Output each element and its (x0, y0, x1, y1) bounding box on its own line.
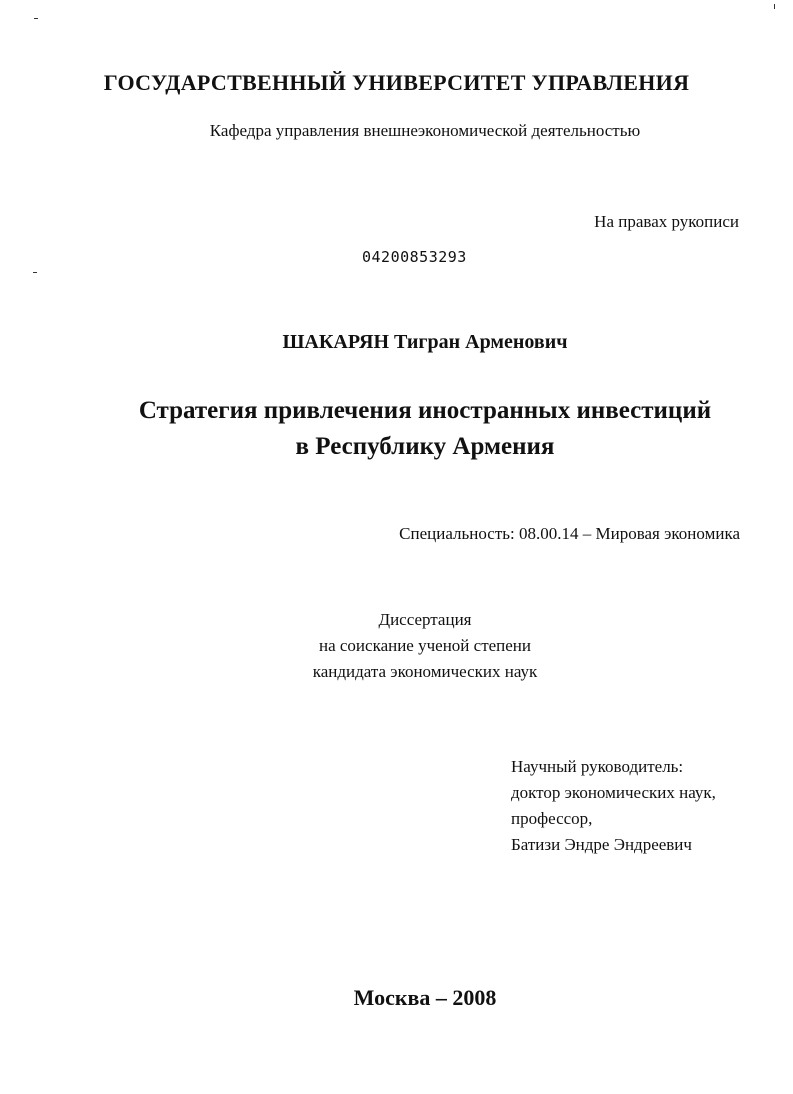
registration-code: 04200853293 (362, 248, 467, 266)
specialty: Специальность: 08.00.14 – Мировая экономика (399, 524, 740, 543)
dissertation-line-1: Диссертация (378, 610, 472, 629)
manuscript-note: На правах рукописи (594, 212, 739, 231)
advisor-line-3: профессор, (511, 809, 593, 828)
advisor-line-4: Батизи Эндре Эндреевич (511, 835, 692, 854)
scan-speck (34, 18, 38, 19)
dissertation-block (0, 607, 793, 685)
city-year: Москва – 2008 (353, 985, 497, 1010)
scan-speck (33, 272, 37, 273)
university-name: ГОСУДАРСТВЕННЫЙ УНИВЕРСИТЕТ УПРАВЛЕНИЯ (103, 70, 690, 95)
advisor-line-2: доктор экономических наук, (511, 783, 716, 802)
advisor-line-1: Научный руководитель: (511, 757, 684, 776)
scan-speck (774, 4, 775, 9)
dissertation-line-3: кандидата экономических наук (312, 662, 538, 681)
department-name: Кафедра управления внешнеэкономической деятельностью (209, 121, 641, 140)
advisor-block (511, 754, 716, 858)
title-line-1: Стратегия привлечения иностранных инвестиций (138, 397, 712, 424)
title-line-2: в Республику Армения (295, 433, 555, 460)
dissertation-line-2: на соискание ученой степени (318, 636, 532, 655)
dissertation-title (0, 393, 793, 465)
author-name: ШАКАРЯН Тигран Арменович (282, 331, 568, 353)
